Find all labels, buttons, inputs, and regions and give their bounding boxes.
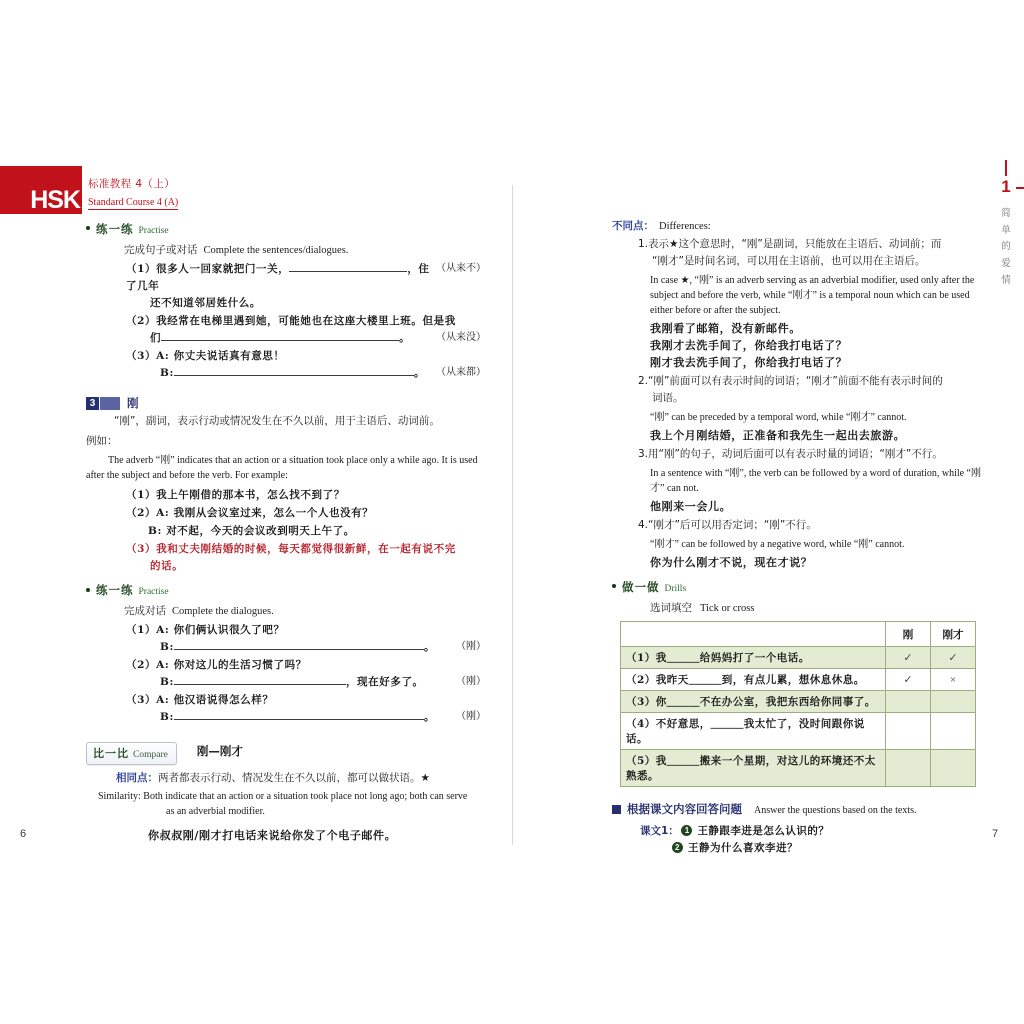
practise-1-item-3-blank[interactable] xyxy=(174,366,414,376)
table-row-3-gang[interactable] xyxy=(886,691,931,713)
grammar-3-example-1-text: 我上午刚借的那本书，怎么找不到了？ xyxy=(156,489,345,502)
grammar-3-para-cn-line2: 例如： xyxy=(86,435,118,447)
practise-1-item-2-line2 xyxy=(150,330,486,347)
practise-2-item-1-answer-line xyxy=(160,639,486,656)
table-header-blank xyxy=(621,622,886,647)
practise-2-item-3-tail: 。 xyxy=(423,711,436,724)
difference-point-2 xyxy=(638,373,984,407)
practise-1-item-1-line2: 还不知道邻居姓什么。 xyxy=(150,297,261,309)
margin-unit-number-row xyxy=(988,176,1024,198)
bullet-dot-icon xyxy=(612,584,616,588)
practise-1-item-1-num: （1） xyxy=(126,263,157,275)
grammar-3-example-1 xyxy=(126,487,486,504)
practise-1-instruction-en: Complete the sentences/dialogues. xyxy=(203,245,349,256)
grammar-3-example-2b-text: B: 对不起，今天的会议改到明天上午了。 xyxy=(148,525,355,538)
compare-similarity-cn xyxy=(116,770,486,788)
practise-1-item-3-tag: （从来都） xyxy=(436,367,486,378)
grammar-3-para-cn: “刚”，副词，表示行动或情况发生在不久以前，用于主语后、动词前。 xyxy=(114,415,440,427)
table-row-1-gang[interactable]: ✓ xyxy=(886,647,931,669)
practise-2-item-3-num: （3） xyxy=(126,694,157,707)
page-gutter-divider xyxy=(512,185,513,845)
answer-question-2: 王静为什么喜欢李进？ xyxy=(688,842,798,854)
drills-instruction xyxy=(650,600,984,615)
table-row xyxy=(621,691,976,713)
table-row xyxy=(621,647,976,669)
table-row-5-question: （5）我＿＿＿搬来一个星期，对这儿的环境还不太熟悉。 xyxy=(621,750,886,787)
answer-question-1: 王静跟李进是怎么认识的？ xyxy=(697,825,830,837)
margin-vertical-char-5: 情 xyxy=(1001,274,1011,286)
practise-1-item-2-num: （2） xyxy=(126,315,157,327)
compare-similarity-en-label: Similarity: xyxy=(98,791,141,803)
practise-1-label-en: Practise xyxy=(138,226,169,236)
difference-point-1-cn-line2: “刚才”是时间名词，可以用在主语前，也可以用在主语后。 xyxy=(652,255,926,267)
answer-section-heading xyxy=(612,801,984,817)
practise-2-instruction xyxy=(124,603,486,618)
difference-point-1-example-3: 刚才我去洗手间了，你给我打电话了？ xyxy=(650,356,848,369)
practise-2-label-en: Practise xyxy=(138,587,169,598)
compare-similarity-label: 相同点： xyxy=(116,772,158,785)
margin-vertical-char-3: 的 xyxy=(1001,241,1011,253)
practise-2-item-2-num: （2） xyxy=(126,659,157,672)
practise-2-label-cn: 练一练 xyxy=(96,583,134,598)
practise-2-item-2-text: A: 你对这儿的生活习惯了吗？ xyxy=(156,659,307,672)
answer-section-label-en: Answer the questions based on the texts. xyxy=(754,805,917,816)
margin-vertical-char-1: 简 xyxy=(1001,208,1011,219)
practise-2-item-1-prefix: B: xyxy=(160,641,174,654)
difference-point-2-example-1: 我上个月刚结婚，正准备和我先生一起出去旅游。 xyxy=(650,429,906,442)
answer-section-label-cn: 根据课文内容回答问题 xyxy=(627,802,742,816)
right-page-column xyxy=(612,218,984,855)
table-row xyxy=(621,713,976,750)
practise-1-instruction-cn: 完成句子或对话 xyxy=(124,244,198,256)
difference-point-2-cn-line2: 词语。 xyxy=(652,392,684,404)
difference-point-3-en: In a sentence with “刚”, the verb can be followed by a word of duration, while “刚才” can not. xyxy=(650,468,981,494)
table-row-1-question: （1）我＿＿＿给妈妈打了一个电话。 xyxy=(621,647,886,669)
bullet-dot-icon xyxy=(86,226,90,230)
practise-1-item-1-blank[interactable] xyxy=(289,262,407,272)
margin-vertical-char-2: 单 xyxy=(1001,224,1011,236)
practise-1-item-3-prefix: B: xyxy=(160,367,174,379)
practise-1-item-3 xyxy=(126,348,486,382)
square-marker-icon xyxy=(612,805,621,814)
practise-1-item-2-tag: （从来没） xyxy=(436,332,486,343)
practise-1-item-1-tag: （从来不） xyxy=(436,263,486,274)
practise-1-item-2-blank[interactable] xyxy=(161,331,399,341)
practise-1-heading xyxy=(86,220,486,238)
table-header-gangcai: 刚才 xyxy=(931,622,976,647)
practise-2-item-3-tag: （刚） xyxy=(456,711,486,723)
margin-unit-tab xyxy=(988,160,1024,289)
practise-1-instruction xyxy=(124,242,486,257)
practise-1-item-3-tail: 。 xyxy=(413,367,426,379)
practise-2-item-3-answer-line xyxy=(160,709,486,726)
table-row xyxy=(621,669,976,691)
compare-example xyxy=(148,827,486,843)
grammar-3-number: 3 xyxy=(86,397,99,410)
table-row-5-gangcai[interactable] xyxy=(931,750,976,787)
drills-heading xyxy=(612,578,984,596)
practise-1-item-3-num: （3） xyxy=(126,350,157,362)
practise-2-item-2-tail: ，现在好多了。 xyxy=(345,676,424,689)
practise-2-item-1-tail: 。 xyxy=(423,641,436,654)
difference-point-1-example-2: 我刚才去洗手间了，你给我打电话了？ xyxy=(650,339,848,352)
practise-2-item-3-text: A: 他汉语说得怎么样？ xyxy=(156,694,274,707)
practise-1-item-2 xyxy=(126,313,486,347)
difference-point-1-en: In case ★, “刚” is an adverb serving as an adverbial modifier, used only after the subject and before the verb, while “刚才” is a temporal noun which can be used either before or after the subject. xyxy=(650,275,975,316)
practise-1-item-1 xyxy=(126,261,486,312)
table-row-5-gang[interactable] xyxy=(886,750,931,787)
difference-point-2-num: 2. xyxy=(638,375,649,387)
bullet-dot-icon xyxy=(86,588,90,592)
compare-heading xyxy=(86,742,486,762)
practise-2-item-2-blank[interactable] xyxy=(174,675,346,685)
difference-point-4 xyxy=(638,517,984,534)
practise-2-item-1-text: A: 你们俩认识很久了吧？ xyxy=(156,624,285,637)
table-row-2-question: （2）我昨天＿＿＿到，有点儿累，想休息休息。 xyxy=(621,669,886,691)
drills-label-en: Drills xyxy=(664,584,687,594)
grammar-3-example-3-num: （3） xyxy=(126,543,157,556)
practise-1-item-2-prefix: 们 xyxy=(150,332,162,344)
difference-point-3-example-1: 他刚来一会儿。 xyxy=(650,500,732,513)
margin-tick-right xyxy=(1016,187,1024,189)
practise-1-item-2-tail: 。 xyxy=(399,332,411,344)
drills-label-cn: 做一做 xyxy=(622,580,660,594)
practise-2-heading xyxy=(86,581,486,599)
hsk-logo-text: HSK xyxy=(30,186,80,214)
difference-point-4-cn: “刚才”后可以用否定词；“刚”不行。 xyxy=(648,519,817,531)
difference-point-4-num: 4. xyxy=(638,519,649,531)
hsk-logo-block xyxy=(0,166,82,214)
compare-label-cn: 比一比 xyxy=(93,747,129,761)
page-number-right: 7 xyxy=(992,828,999,840)
table-header-row xyxy=(621,622,976,647)
difference-point-2-cn: “刚”前面可以有表示时间的词语；“刚才”前面不能有表示时间的 xyxy=(648,375,943,387)
masthead-title-en: Standard Course 4 (A) xyxy=(88,197,178,210)
difference-point-1-cn: 表示★这个意思时，“刚”是副词，只能放在主语后、动词前；而 xyxy=(648,238,942,250)
margin-vertical-char-4: 爱 xyxy=(1001,257,1011,269)
question-number-2: 2 xyxy=(672,842,683,853)
practise-2-item-1 xyxy=(126,622,486,656)
practise-2-item-2-answer-line xyxy=(160,674,486,691)
practise-2-item-1-tag: （刚） xyxy=(456,641,486,653)
difference-point-1 xyxy=(638,236,984,270)
answer-text-row xyxy=(640,823,984,838)
practise-2-item-1-num: （1） xyxy=(126,624,157,637)
answer-text-label: 课文1： xyxy=(640,825,679,837)
left-page-column xyxy=(86,218,486,843)
difference-point-4-en: “刚才” can be followed by a negative word, while “刚” cannot. xyxy=(650,539,905,550)
practise-2-item-3 xyxy=(126,692,486,726)
grammar-3-example-2 xyxy=(126,505,486,522)
margin-unit-number: 1 xyxy=(1001,177,1011,196)
differences-label-cn: 不同点： xyxy=(612,220,654,232)
practise-2-item-3-blank[interactable] xyxy=(174,710,424,720)
table-row-2-gangcai[interactable]: × xyxy=(931,669,976,691)
drills-instruction-en: Tick or cross xyxy=(700,603,755,614)
practise-2-item-1-blank[interactable] xyxy=(174,640,424,650)
drills-instruction-cn: 选词填空 xyxy=(650,602,692,614)
practise-2-item-2-prefix: B: xyxy=(160,676,174,689)
difference-point-1-example-1: 我刚看了邮箱，没有新邮件。 xyxy=(650,322,801,335)
difference-point-1-num: 1. xyxy=(638,238,649,250)
grammar-3-heading xyxy=(86,394,486,409)
table-row-1-gangcai[interactable]: ✓ xyxy=(931,647,976,669)
table-row-4-gang[interactable] xyxy=(886,713,931,750)
textbook-spread xyxy=(0,160,1024,860)
grammar-3-example-2-num: （2） xyxy=(126,507,157,520)
masthead-titles xyxy=(88,178,178,210)
practise-1-label-cn: 练一练 xyxy=(96,222,134,236)
difference-point-2-en: “刚” can be preceded by a temporal word, while “刚才” cannot. xyxy=(650,412,907,423)
margin-vertical-title xyxy=(988,206,1024,289)
table-row-2-gang[interactable]: ✓ xyxy=(886,669,931,691)
grammar-3-example-1-num: （1） xyxy=(126,489,157,502)
compare-similarity-en xyxy=(98,789,486,819)
grammar-3-example-3-line2: 的话。 xyxy=(150,560,184,573)
difference-point-3 xyxy=(638,446,984,463)
compare-badge xyxy=(86,742,177,765)
table-row-4-gangcai[interactable] xyxy=(931,713,976,750)
difference-point-4-example-1: 你为什么刚才不说，现在才说？ xyxy=(650,556,813,569)
compare-title: 刚—刚才 xyxy=(196,744,243,759)
grammar-3-title: 刚 xyxy=(127,396,139,411)
answer-question-2-row xyxy=(672,840,984,855)
masthead-title-cn: 标准教程 4（上） xyxy=(88,178,176,190)
question-number-1: 1 xyxy=(681,825,692,836)
difference-point-3-num: 3. xyxy=(638,448,649,460)
practise-2-instruction-en: Complete the dialogues. xyxy=(172,606,274,618)
practise-2-item-2 xyxy=(126,657,486,691)
grammar-3-example-3 xyxy=(126,541,486,575)
table-row-3-gangcai[interactable] xyxy=(931,691,976,713)
compare-similarity-text: 两者都表示行动、情况发生在不久以前，都可以做状语。★ xyxy=(158,772,430,785)
page-number-left: 6 xyxy=(20,828,27,840)
table-row-4-question: （4）不好意思，＿＿＿我太忙了，没时间跟你说话。 xyxy=(621,713,886,750)
drills-tick-table xyxy=(620,621,976,787)
table-header-gang: 刚 xyxy=(886,622,931,647)
practise-2-item-3-prefix: B: xyxy=(160,711,174,724)
compare-similarity-en-text: Both indicate that an action or a situation took place not long ago; both can serve xyxy=(143,791,468,803)
margin-tick-top xyxy=(1005,160,1007,176)
grammar-3-para-en: The adverb “刚” indicates that an action or a situation took place only a while ago. It is used after the subject and before the verb. For example: xyxy=(86,455,478,482)
practise-1-item-2-text: 我经常在电梯里遇到她，可能她也在这座大楼里上班。但是我 xyxy=(156,315,456,327)
practise-2-instruction-cn: 完成对话 xyxy=(124,605,166,618)
grammar-3-example-3-text: 我和丈夫刚结婚的时候，每天都觉得很新鲜，在一起有说不完 xyxy=(156,543,456,556)
compare-similarity-en-line2: as an adverbial modifier. xyxy=(166,806,265,818)
grammar-3-example-2b xyxy=(148,523,486,540)
practise-1-item-1-tail: ，住了几年 xyxy=(126,263,430,292)
differences-heading xyxy=(612,218,984,233)
table-row-3-question: （3）你＿＿＿不在办公室，我把东西给你同事了。 xyxy=(621,691,886,713)
compare-label-en: Compare xyxy=(133,750,168,761)
practise-2-item-2-tag: （刚） xyxy=(456,676,486,688)
table-row xyxy=(621,750,976,787)
differences-label-en: Differences: xyxy=(659,221,711,232)
difference-point-3-cn: 用“刚”的句子，动词后面可以有表示时量的词语；“刚才”不行。 xyxy=(648,448,943,460)
practise-1-item-3-answer-line xyxy=(160,365,486,382)
grammar-3-bar xyxy=(100,397,120,410)
practise-1-item-1-text: 很多人一回家就把门一关， xyxy=(156,263,290,275)
grammar-3-example-2-text: A: 我刚从会议室过来，怎么一个人也没有？ xyxy=(156,507,374,520)
compare-example-text: 你叔叔刚/刚才打电话来说给你发了个电子邮件。 xyxy=(148,829,397,843)
practise-1-item-3-text: A: 你丈夫说话真有意思！ xyxy=(156,350,285,362)
